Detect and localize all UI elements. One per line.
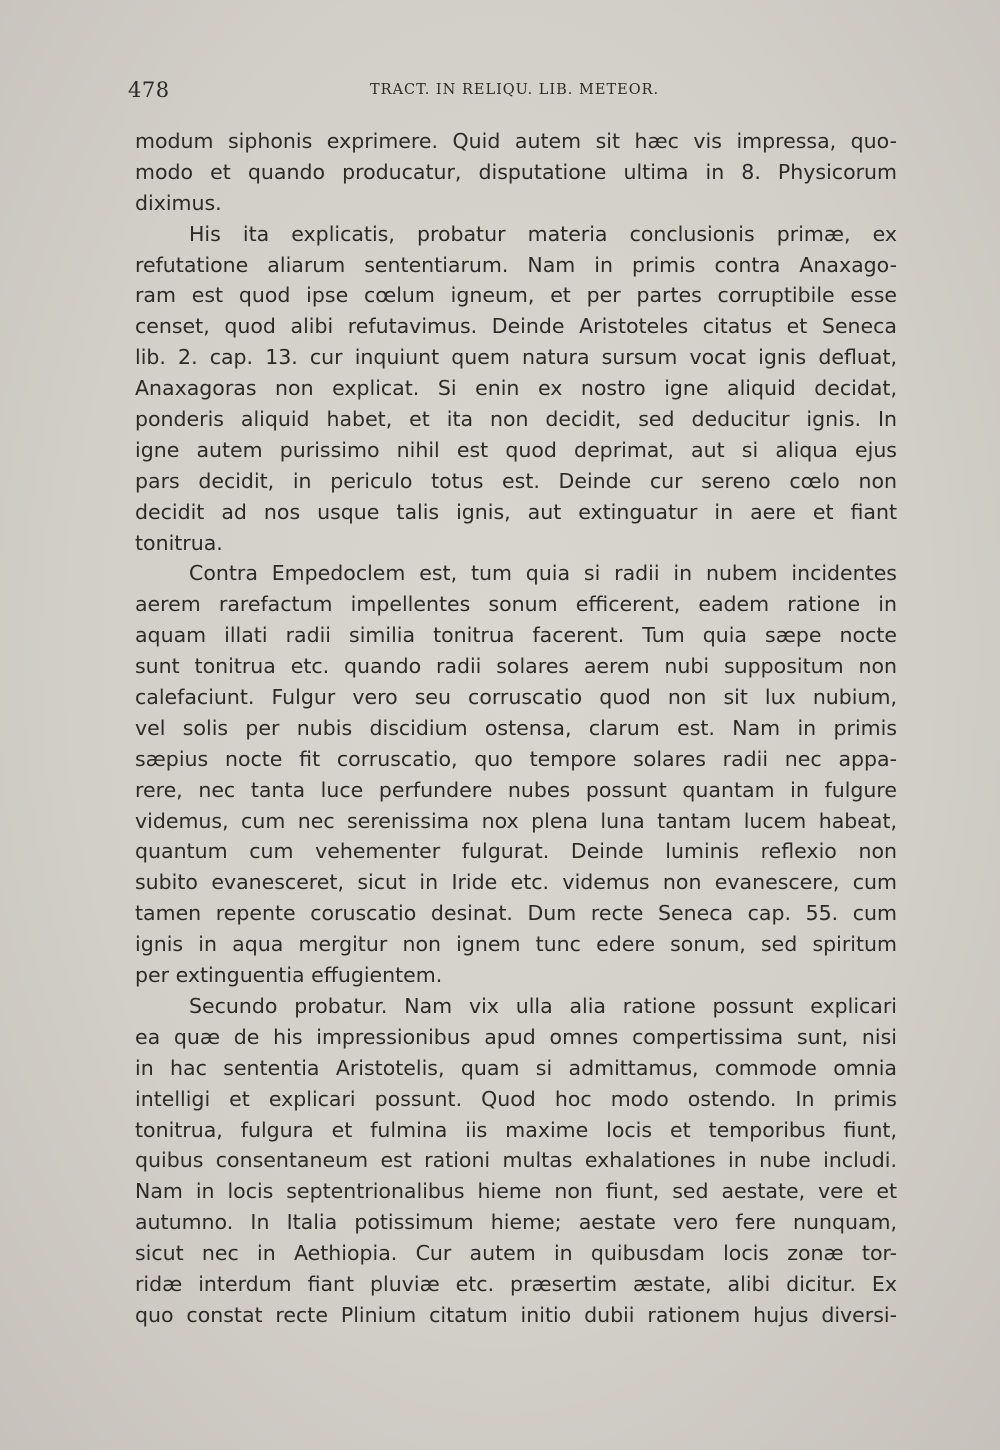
text-line: sunt tonitrua etc. quando radii solares aerem nubi suppositum non — [135, 654, 897, 679]
text-line: quantum cum vehementer fulgurat. Deinde luminis reflexio non — [135, 839, 897, 864]
text-line: aerem rarefactum impellentes sonum efficerent, eadem ratione in — [135, 592, 897, 617]
text-line: sicut nec in Aethiopia. Cur autem in quibusdam locis zonæ tor- — [135, 1241, 897, 1266]
text-line: ignis in aqua mergitur non ignem tunc edere sonum, sed spiritum — [135, 932, 897, 957]
text-line: igne autem purissimo nihil est quod deprimat, aut si aliqua ejus — [135, 437, 897, 462]
text-line: pars decidit, in periculo totus est. Deinde cur sereno cœlo non — [135, 468, 897, 493]
text-line: subito evanesceret, sicut in Iride etc. videmus non evanescere, cum — [135, 870, 897, 895]
text-line: rere, nec tanta luce perfundere nubes possunt quantam in fulgure — [135, 777, 897, 802]
text-line: aquam illati radii similia tonitrua facerent. Tum quia sæpe nocte — [135, 623, 897, 648]
text-line: calefaciunt. Fulgur vero seu corruscatio quod non sit lux nubium, — [135, 685, 897, 710]
text-line: Anaxagoras non explicat. Si enin ex nostro igne aliquid decidat, — [135, 376, 897, 401]
text-line: ridæ interdum fiant pluviæ etc. præsertim æstate, alibi dicitur. Ex — [135, 1271, 897, 1296]
text-line: ram est quod ipse cœlum igneum, et per partes corruptibile esse — [135, 283, 897, 308]
text-line: quo constat recte Plinium citatum initio dubii rationem hujus diversi- — [135, 1302, 897, 1327]
page-number: 478 — [128, 78, 170, 102]
body-text — [135, 126, 897, 1331]
text-line: Contra Empedoclem est, tum quia si radii in nubem incidentes — [189, 561, 897, 586]
running-head — [128, 78, 898, 106]
text-line: censet, quod alibi refutavimus. Deinde Aristoteles citatus et Seneca — [135, 314, 897, 339]
text-line: Nam in locis septentrionalibus hieme non fiunt, sed aestate, vere et — [135, 1179, 897, 1204]
text-line: in hac sententia Aristotelis, quam si admittamus, commode omnia — [135, 1055, 897, 1080]
text-line: modo et quando producatur, disputatione ultima in 8. Physicorum — [135, 159, 897, 184]
text-line: lib. 2. cap. 13. cur inquiunt quem natura sursum vocat ignis defluat, — [135, 345, 897, 370]
text-line: tonitrua. — [135, 530, 223, 555]
text-line: decidit ad nos usque talis ignis, aut extinguatur in aere et fiant — [135, 499, 897, 524]
text-line: intelligi et explicari possunt. Quod hoc modo ostendo. In primis — [135, 1086, 897, 1111]
text-line: modum siphonis exprimere. Quid autem sit hæc vis impressa, quo- — [135, 129, 897, 153]
text-line: ea quæ de his impressionibus apud omnes compertissima sunt, nisi — [135, 1024, 897, 1049]
text-line: vel solis per nubis discidium ostensa, clarum est. Nam in primis — [135, 715, 897, 740]
text-line: autumno. In Italia potissimum hieme; aestate vero fere nunquam, — [135, 1210, 897, 1235]
text-line: diximus. — [135, 190, 222, 215]
text-line: Secundo probatur. Nam vix ulla alia ratione possunt explicari — [189, 993, 897, 1018]
text-line: per extinguentia effugientem. — [135, 963, 443, 988]
text-line: quibus consentaneum est rationi multas exhalationes in nube includi. — [135, 1148, 897, 1173]
text-line: tonitrua, fulgura et fulmina iis maxime locis et temporibus fiunt, — [135, 1117, 897, 1142]
text-line: ponderis aliquid habet, et ita non decidit, sed deducitur ignis. In — [135, 407, 897, 432]
text-line: sæpius nocte fit corruscatio, quo tempore solares radii nec appa- — [135, 746, 897, 771]
text-line: refutatione aliarum sententiarum. Nam in primis contra Anaxago- — [135, 252, 897, 277]
running-title: TRACT. IN RELIQU. LIB. METEOR. — [370, 82, 660, 98]
text-line: tamen repente coruscatio desinat. Dum recte Seneca cap. 55. cum — [135, 901, 897, 926]
text-line: videmus, cum nec serenissima nox plena luna tantam lucem habeat, — [135, 808, 897, 833]
text-line: His ita explicatis, probatur materia conclusionis primæ, ex — [189, 221, 897, 246]
